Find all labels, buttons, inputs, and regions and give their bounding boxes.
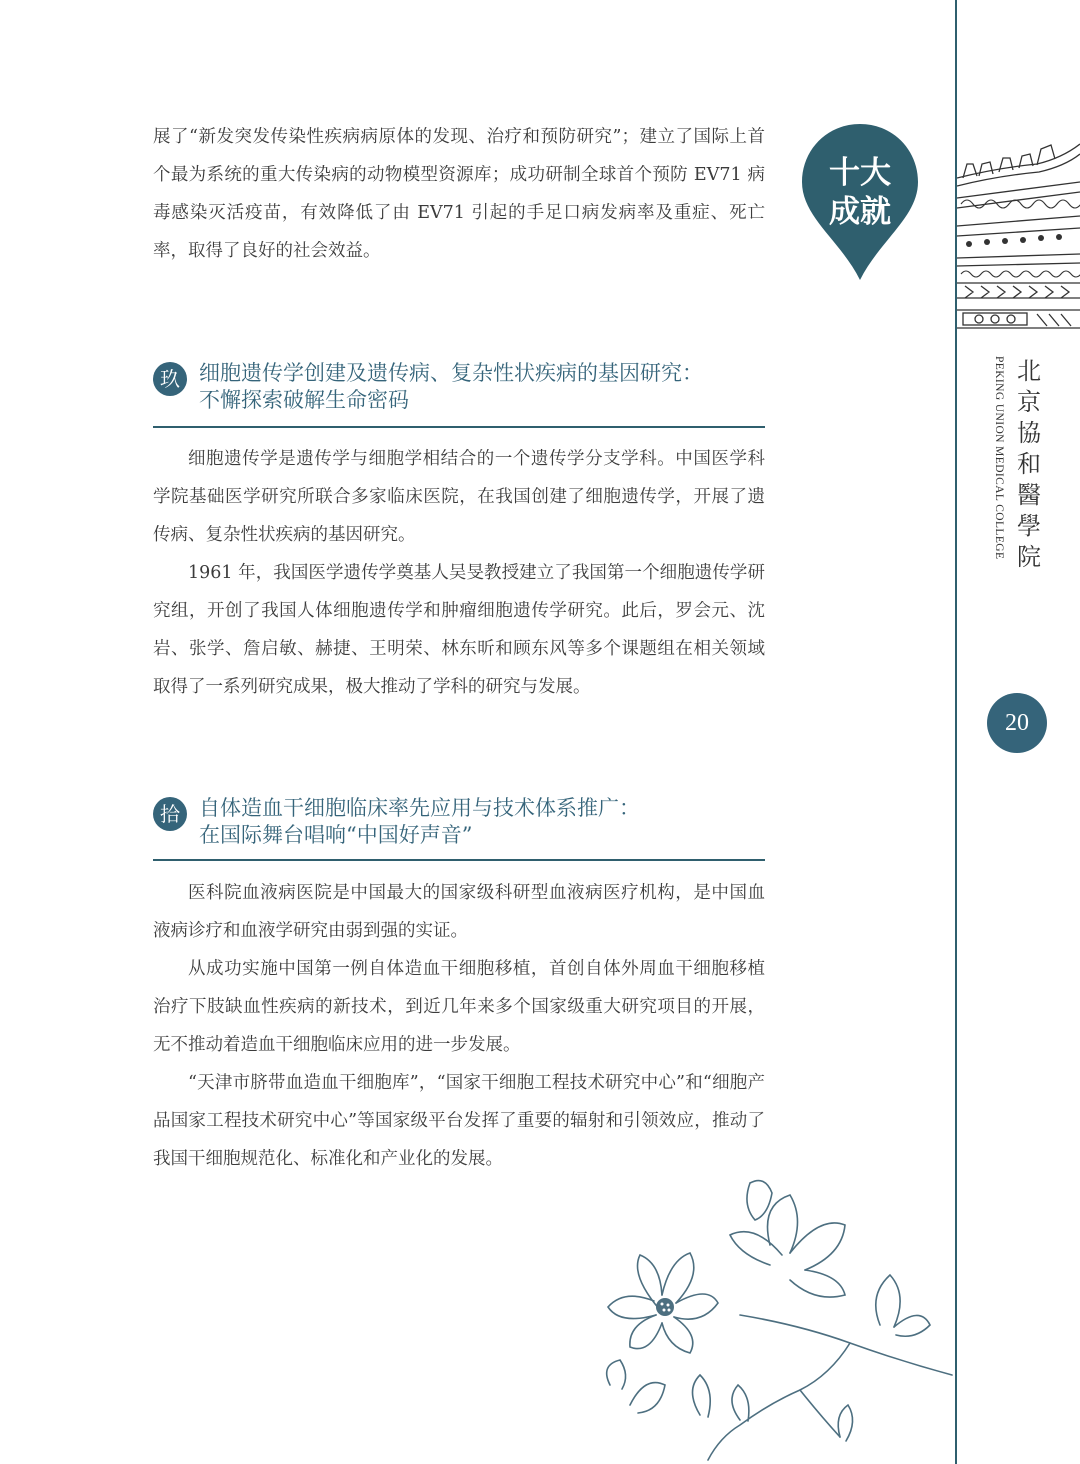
badge-text [800, 154, 920, 232]
paragraph: 从成功实施中国第一例自体造血干细胞移植，首创自体外周血干细胞移植治疗下肢缺血性疾病的新技术，到近几年来多个国家级重大研究项目的开展，无不推动着造血干细胞临床应用的进一步发展。 [153, 959, 765, 1055]
college-char: 北 [1017, 357, 1041, 385]
section-title [199, 360, 703, 414]
section-9-body [153, 440, 765, 706]
paragraph: 医科院血液病医院是中国最大的国家级科研型血液病医疗机构，是中国血液病诊疗和血液学研究由弱到强的实证。 [153, 883, 765, 941]
section-number-badge: 玖 [153, 362, 187, 396]
section-10-heading [153, 795, 765, 865]
paragraph: 1961 年，我国医学遗传学奠基人吴旻教授建立了我国第一个细胞遗传学研究组，开创了我国人体细胞遗传学和肿瘤细胞遗传学研究。此后，罗会元、沈岩、张学、詹启敏、赫捷、王明荣、林东昕和顾东风等多个课题组在相关领域取得了一系列研究成果，极大推动了学科的研究与发展。 [153, 563, 765, 697]
intro-paragraph [153, 118, 765, 270]
page-number: 20 [987, 693, 1047, 753]
section-title-line-1: 细胞遗传学创建及遗传病、复杂性状疾病的基因研究： [199, 361, 703, 385]
section-title-line-1: 自体造血干细胞临床率先应用与技术体系推广： [199, 796, 640, 820]
college-char: 協 [1017, 419, 1041, 447]
college-char: 和 [1017, 450, 1041, 478]
section-title-line-2: 在国际舞台唱响“中国好声音” [199, 823, 473, 847]
badge-line-1: 十大 [829, 155, 891, 191]
college-char: 京 [1017, 388, 1041, 416]
badge-line-2: 成就 [829, 194, 891, 230]
college-char: 醫 [1017, 481, 1041, 509]
achievements-badge [800, 122, 920, 284]
section-10-body [153, 874, 765, 1178]
magnolia-flower-illustration [590, 1175, 955, 1464]
paragraph: 细胞遗传学是遗传学与细胞学相结合的一个遗传学分支学科。中国医学科学院基础医学研究所联合多家临床医院，在我国创建了细胞遗传学，开展了遗传病、复杂性状疾病的基因研究。 [153, 449, 765, 545]
section-9-heading [153, 360, 765, 430]
college-name-english: PEKING UNION MEDICAL COLLEGE [993, 356, 1005, 560]
college-char: 學 [1017, 512, 1041, 540]
section-title [199, 795, 640, 849]
roof-ornament-illustration [957, 138, 1080, 330]
section-title-line-2: 不懈探索破解生命密码 [199, 388, 409, 412]
intro-text: 展了“新发突发传染性疾病病原体的发现、治疗和预防研究”；建立了国际上首个最为系统的重大传染病的动物模型资源库；成功研制全球首个预防 EV71 病毒感染灭活疫苗，有效降低了由 EV71 引起的手足口病发病率及重症、死亡率，取得了良好的社会效益。 [153, 127, 765, 261]
section-rule [153, 859, 765, 861]
college-name-chinese [1016, 356, 1042, 573]
college-char: 院 [1017, 543, 1041, 571]
section-rule [153, 426, 765, 428]
paragraph: “天津市脐带血造血干细胞库”，“国家干细胞工程技术研究中心”和“细胞产品国家工程技术研究中心”等国家级平台发挥了重要的辐射和引领效应，推动了我国干细胞规范化、标准化和产业化的发展。 [153, 1073, 765, 1169]
section-number-badge: 拾 [153, 797, 187, 831]
